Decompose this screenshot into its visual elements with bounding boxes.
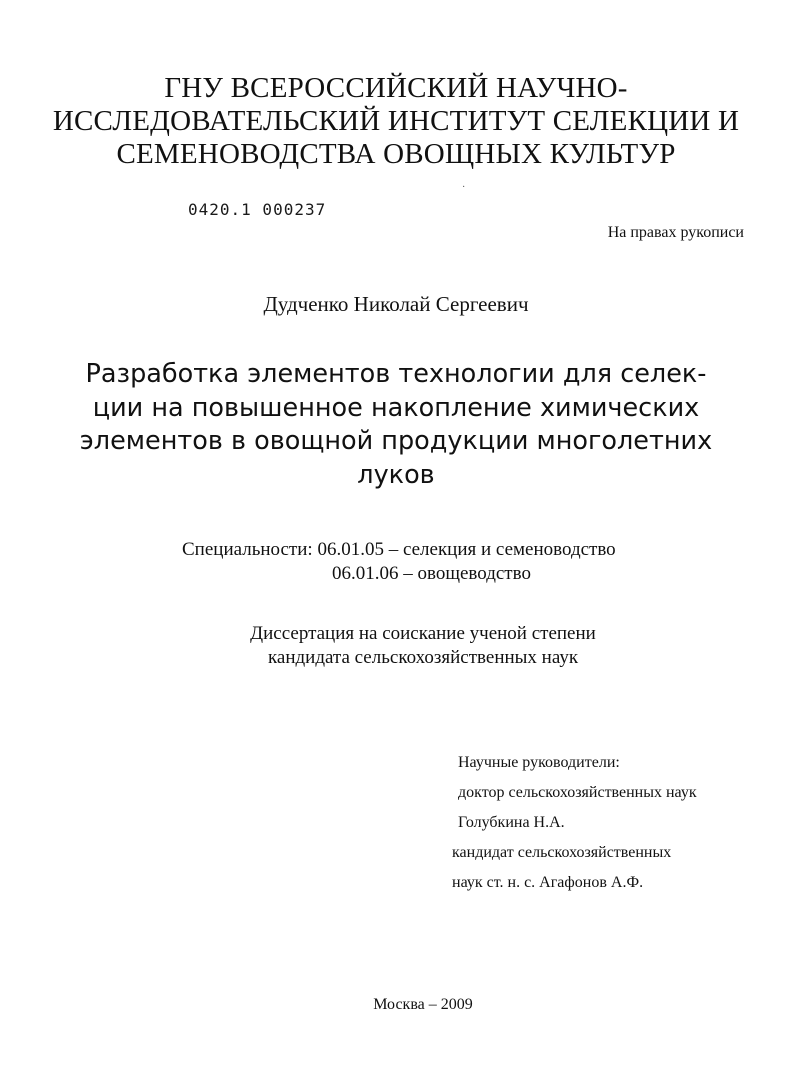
city-year: Москва – 2009 <box>373 996 473 1013</box>
supervisor-line: Голубкина Н.А. <box>458 814 565 831</box>
supervisors-block <box>452 752 697 902</box>
dissertation-title <box>40 358 752 492</box>
institution-line: ИССЛЕДОВАТЕЛЬСКИЙ ИНСТИТУТ СЕЛЕКЦИИ И <box>52 105 740 137</box>
degree-line: Диссертация на соискание ученой степени <box>250 623 596 644</box>
specialties-block <box>182 538 616 586</box>
library-stamp-code: 0420.1 000237 <box>188 200 327 219</box>
institution-name <box>40 72 752 171</box>
specialty-item: 06.01.06 – овощеводство <box>332 563 531 584</box>
specialty-row <box>182 562 616 586</box>
degree-statement <box>0 622 792 670</box>
supervisor-line: наук ст. н. с. Агафонов А.Ф. <box>452 874 644 891</box>
supervisor-line: кандидат сельскохозяйственных <box>452 844 672 861</box>
degree-line: кандидата сельскохозяйственных наук <box>267 647 579 668</box>
specialty-row <box>182 538 616 562</box>
supervisor-line: доктор сельскохозяйственных наук <box>458 784 697 801</box>
author-name: Дудченко Николай Сергеевич <box>263 292 529 316</box>
specialty-item: 06.01.05 – селекция и семеноводство <box>317 539 616 560</box>
institution-line: СЕМЕНОВОДСТВА ОВОЩНЫХ КУЛЬТУР <box>116 138 676 170</box>
title-line: луков <box>357 459 435 490</box>
supervisors-heading: Научные руководители: <box>458 754 620 771</box>
title-line: элементов в овощной продукции многолетних <box>79 426 713 456</box>
rights-note: На правах рукописи <box>607 224 744 241</box>
title-line: Разработка элементов технологии для селек- <box>85 359 707 389</box>
scan-speck: · <box>462 182 466 193</box>
specialties-label: Специальности: <box>182 539 313 560</box>
title-line: ции на повышенное накопление химических <box>92 392 700 423</box>
institution-line: ГНУ ВСЕРОССИЙСКИЙ НАУЧНО- <box>164 72 628 104</box>
